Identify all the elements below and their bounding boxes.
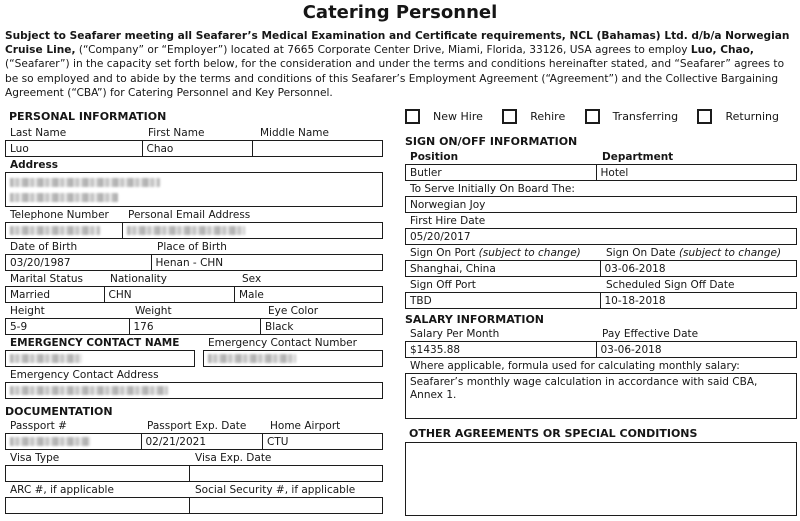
marital-labels-row xyxy=(5,271,383,286)
arc-number-label: ARC #, if applicable xyxy=(10,484,114,496)
first-hire-date-field[interactable]: 05/20/2017 xyxy=(405,228,797,245)
intro-bold-lead: Subject to Seafarer meeting all Seafarer’s Medical Examination and Certificate requirements, NCL (Bahamas) Ltd. d/b/a Norwegian Cruise Line, xyxy=(5,30,790,57)
place-of-birth-label: Place of Birth xyxy=(157,241,227,253)
sign-off-port-field[interactable]: TBD xyxy=(405,292,601,309)
emergency-contact-number-label: Emergency Contact Number xyxy=(208,337,357,349)
emergency-contact-name-label: EMERGENCY CONTACT NAME xyxy=(10,337,180,349)
telephone-field[interactable] xyxy=(5,222,123,239)
first-name-label: First Name xyxy=(148,127,205,139)
arc-ssn-labels-row xyxy=(5,482,383,497)
address-label: Address xyxy=(10,159,58,171)
emergency-contact-address-field[interactable] xyxy=(5,382,383,399)
birth-fields-row xyxy=(5,254,383,271)
sex-label: Sex xyxy=(242,273,262,285)
first-hire-date-label: First Hire Date xyxy=(410,215,486,227)
salary-labels-row xyxy=(405,328,797,341)
rehire-label: Rehire xyxy=(530,110,566,123)
address-label-row xyxy=(5,157,383,172)
sign-on-fields-row xyxy=(405,260,797,277)
emergency-labels-row xyxy=(5,335,383,350)
position-label: Position xyxy=(410,151,459,163)
emergency-address-label-row xyxy=(5,367,383,382)
intro-seafarer-name: Luo, Chao, xyxy=(690,44,754,57)
address-field-row xyxy=(5,172,383,207)
weight-field[interactable]: 176 xyxy=(129,318,262,335)
marital-status-label: Marital Status xyxy=(10,273,83,285)
passport-labels-row xyxy=(5,420,383,433)
emergency-fields-row xyxy=(5,350,383,367)
other-agreements-heading: OTHER AGREEMENTS OR SPECIAL CONDITIONS xyxy=(409,427,698,440)
position-fields-row xyxy=(405,164,797,181)
emergency-address-field-row xyxy=(5,382,383,399)
nationality-field[interactable]: CHN xyxy=(104,286,236,303)
vessel-label-row xyxy=(405,181,797,196)
weight-label: Weight xyxy=(135,305,172,317)
sign-on-port-label xyxy=(405,247,601,259)
date-of-birth-field[interactable]: 03/20/1987 xyxy=(5,254,152,271)
address-redacted-line-1 xyxy=(10,178,160,187)
sign-off-date-label: Scheduled Sign Off Date xyxy=(606,279,735,291)
middle-name-field[interactable] xyxy=(252,140,383,157)
emergency-contact-address-label: Emergency Contact Address xyxy=(10,369,159,381)
vessel-field[interactable]: Norwegian Joy xyxy=(405,196,797,213)
checkbox-group-new-hire[interactable] xyxy=(405,108,483,125)
sign-off-fields-row xyxy=(405,292,797,309)
ssn-field[interactable] xyxy=(189,497,384,514)
intro-paragraph xyxy=(5,29,795,100)
visa-type-field[interactable] xyxy=(5,465,190,482)
new-hire-checkbox[interactable] xyxy=(405,109,420,124)
eye-color-label: Eye Color xyxy=(268,305,319,317)
visa-exp-field[interactable] xyxy=(189,465,384,482)
intro-segment-2: (“Seafarer”) in the capacity set forth below, for the consideration and under the terms and conditions hereinafter stated, and “Seafarer” agrees to be so employed and to abide by the terms and conditions of this Seafarer’s Employment Agreement (“Agreement”) and the Collective Bargaining Agreement (“CBA”) for Catering Personnel and Key Personnel. xyxy=(5,58,785,99)
passport-number-field[interactable] xyxy=(5,433,142,450)
body-labels-row xyxy=(5,303,383,318)
emergency-contact-number-field[interactable] xyxy=(203,350,383,367)
department-label: Department xyxy=(602,151,674,163)
arc-number-field[interactable] xyxy=(5,497,190,514)
formula-field-row xyxy=(405,373,797,419)
rehire-checkbox[interactable] xyxy=(502,109,517,124)
first-hire-field-row xyxy=(405,228,797,245)
intro-segment-1: (“Company” or “Employer”) located at 7665 Corporate Center Drive, Miami, Florida, 33126, USA agrees to employ xyxy=(75,44,691,57)
place-of-birth-field[interactable]: Henan - CHN xyxy=(151,254,384,271)
salary-per-month-label: Salary Per Month xyxy=(410,328,500,340)
sign-on-labels-row xyxy=(405,245,797,260)
transferring-label: Transferring xyxy=(612,110,679,123)
visa-type-label: Visa Type xyxy=(10,452,60,464)
first-hire-label-row xyxy=(405,213,797,228)
position-field[interactable]: Butler xyxy=(405,164,597,181)
eye-color-field[interactable]: Black xyxy=(260,318,383,335)
visa-labels-row xyxy=(5,450,383,465)
email-label: Personal Email Address xyxy=(128,209,251,221)
page-title: Catering Personnel xyxy=(302,2,498,23)
phone-email-fields-row xyxy=(5,222,383,239)
salary-per-month-field[interactable]: $1435.88 xyxy=(405,341,597,358)
checkbox-group-rehire[interactable] xyxy=(502,108,565,125)
passport-redacted-value xyxy=(10,437,90,446)
middle-name-label: Middle Name xyxy=(260,127,329,139)
sign-on-off-heading: SIGN ON/OFF INFORMATION xyxy=(405,135,578,148)
telephone-redacted-value xyxy=(10,226,100,235)
ssn-label: Social Security #, if applicable xyxy=(195,484,356,496)
salary-information-heading: SALARY INFORMATION xyxy=(405,313,545,326)
department-field[interactable]: Hotel xyxy=(596,164,798,181)
vessel-field-row xyxy=(405,196,797,213)
documentation-heading: DOCUMENTATION xyxy=(5,405,113,418)
sign-on-date-label xyxy=(601,247,797,259)
date-of-birth-label: Date of Birth xyxy=(10,241,78,253)
formula-label-row xyxy=(405,358,797,373)
passport-number-label: Passport # xyxy=(10,420,67,432)
position-labels-row xyxy=(405,150,797,164)
sign-on-date-field[interactable]: 03-06-2018 xyxy=(600,260,798,277)
name-fields-row xyxy=(5,140,383,157)
address-redacted-line-2 xyxy=(10,193,118,202)
emergency-contact-name-field[interactable] xyxy=(5,350,195,367)
passport-exp-label: Passport Exp. Date xyxy=(147,420,247,432)
height-field[interactable]: 5-9 xyxy=(5,318,130,335)
home-airport-label: Home Airport xyxy=(270,420,341,432)
phone-email-labels-row xyxy=(5,207,383,222)
salary-formula-label: Where applicable, formula used for calculating monthly salary: xyxy=(410,360,740,372)
name-labels-row xyxy=(5,125,383,140)
vessel-label: To Serve Initially On Board The: xyxy=(410,183,575,195)
new-hire-label: New Hire xyxy=(433,110,483,123)
address-field[interactable] xyxy=(5,172,383,207)
sign-off-date-field[interactable]: 10-18-2018 xyxy=(600,292,798,309)
other-agreements-field-row xyxy=(405,442,797,516)
sign-on-port-field[interactable]: Shanghai, China xyxy=(405,260,601,277)
email-redacted-value xyxy=(127,226,245,235)
last-name-field[interactable]: Luo xyxy=(5,140,143,157)
nationality-label: Nationality xyxy=(110,273,168,285)
salary-formula-field[interactable]: Seafarer’s monthly wage calculation in accordance with said CBA, Annex 1. xyxy=(405,373,797,419)
returning-checkbox[interactable] xyxy=(697,109,712,124)
birth-labels-row xyxy=(5,239,383,254)
right-column xyxy=(405,106,797,516)
personal-information-heading: PERSONAL INFORMATION xyxy=(9,110,167,123)
sign-off-labels-row xyxy=(405,277,797,292)
sign-on-date-label-text: Sign On Date xyxy=(606,247,676,259)
visa-exp-label: Visa Exp. Date xyxy=(195,452,272,464)
marital-status-field[interactable]: Married xyxy=(5,286,105,303)
salary-fields-row xyxy=(405,341,797,358)
passport-fields-row xyxy=(5,433,383,450)
height-label: Height xyxy=(10,305,45,317)
sign-on-date-note: (subject to change) xyxy=(678,247,782,259)
pay-effective-date-field[interactable]: 03-06-2018 xyxy=(596,341,798,358)
emergency-address-redacted-value xyxy=(10,386,168,395)
left-column xyxy=(5,108,383,514)
sex-field[interactable]: Male xyxy=(234,286,383,303)
transferring-checkbox[interactable] xyxy=(585,109,600,124)
email-field[interactable] xyxy=(122,222,384,239)
arc-ssn-fields-row xyxy=(5,497,383,514)
emergency-number-redacted-value xyxy=(208,354,296,363)
sign-on-port-note: (subject to change) xyxy=(478,247,581,259)
first-name-field[interactable]: Chao xyxy=(142,140,254,157)
pay-effective-date-label: Pay Effective Date xyxy=(602,328,699,340)
returning-label: Returning xyxy=(725,110,779,123)
home-airport-field[interactable]: CTU xyxy=(262,433,383,450)
sign-off-port-label: Sign Off Port xyxy=(410,279,476,291)
telephone-label: Telephone Number xyxy=(10,209,109,221)
visa-fields-row xyxy=(5,465,383,482)
hire-status-checkbox-row xyxy=(405,106,779,125)
checkbox-group-transferring[interactable] xyxy=(585,108,679,125)
body-fields-row xyxy=(5,318,383,335)
sign-on-port-label-text: Sign On Port xyxy=(410,247,476,259)
emergency-name-redacted-value xyxy=(10,354,82,363)
passport-exp-field[interactable]: 02/21/2021 xyxy=(141,433,264,450)
marital-fields-row xyxy=(5,286,383,303)
other-agreements-field[interactable] xyxy=(405,442,797,516)
checkbox-group-returning[interactable] xyxy=(697,108,779,125)
last-name-label: Last Name xyxy=(10,127,67,139)
